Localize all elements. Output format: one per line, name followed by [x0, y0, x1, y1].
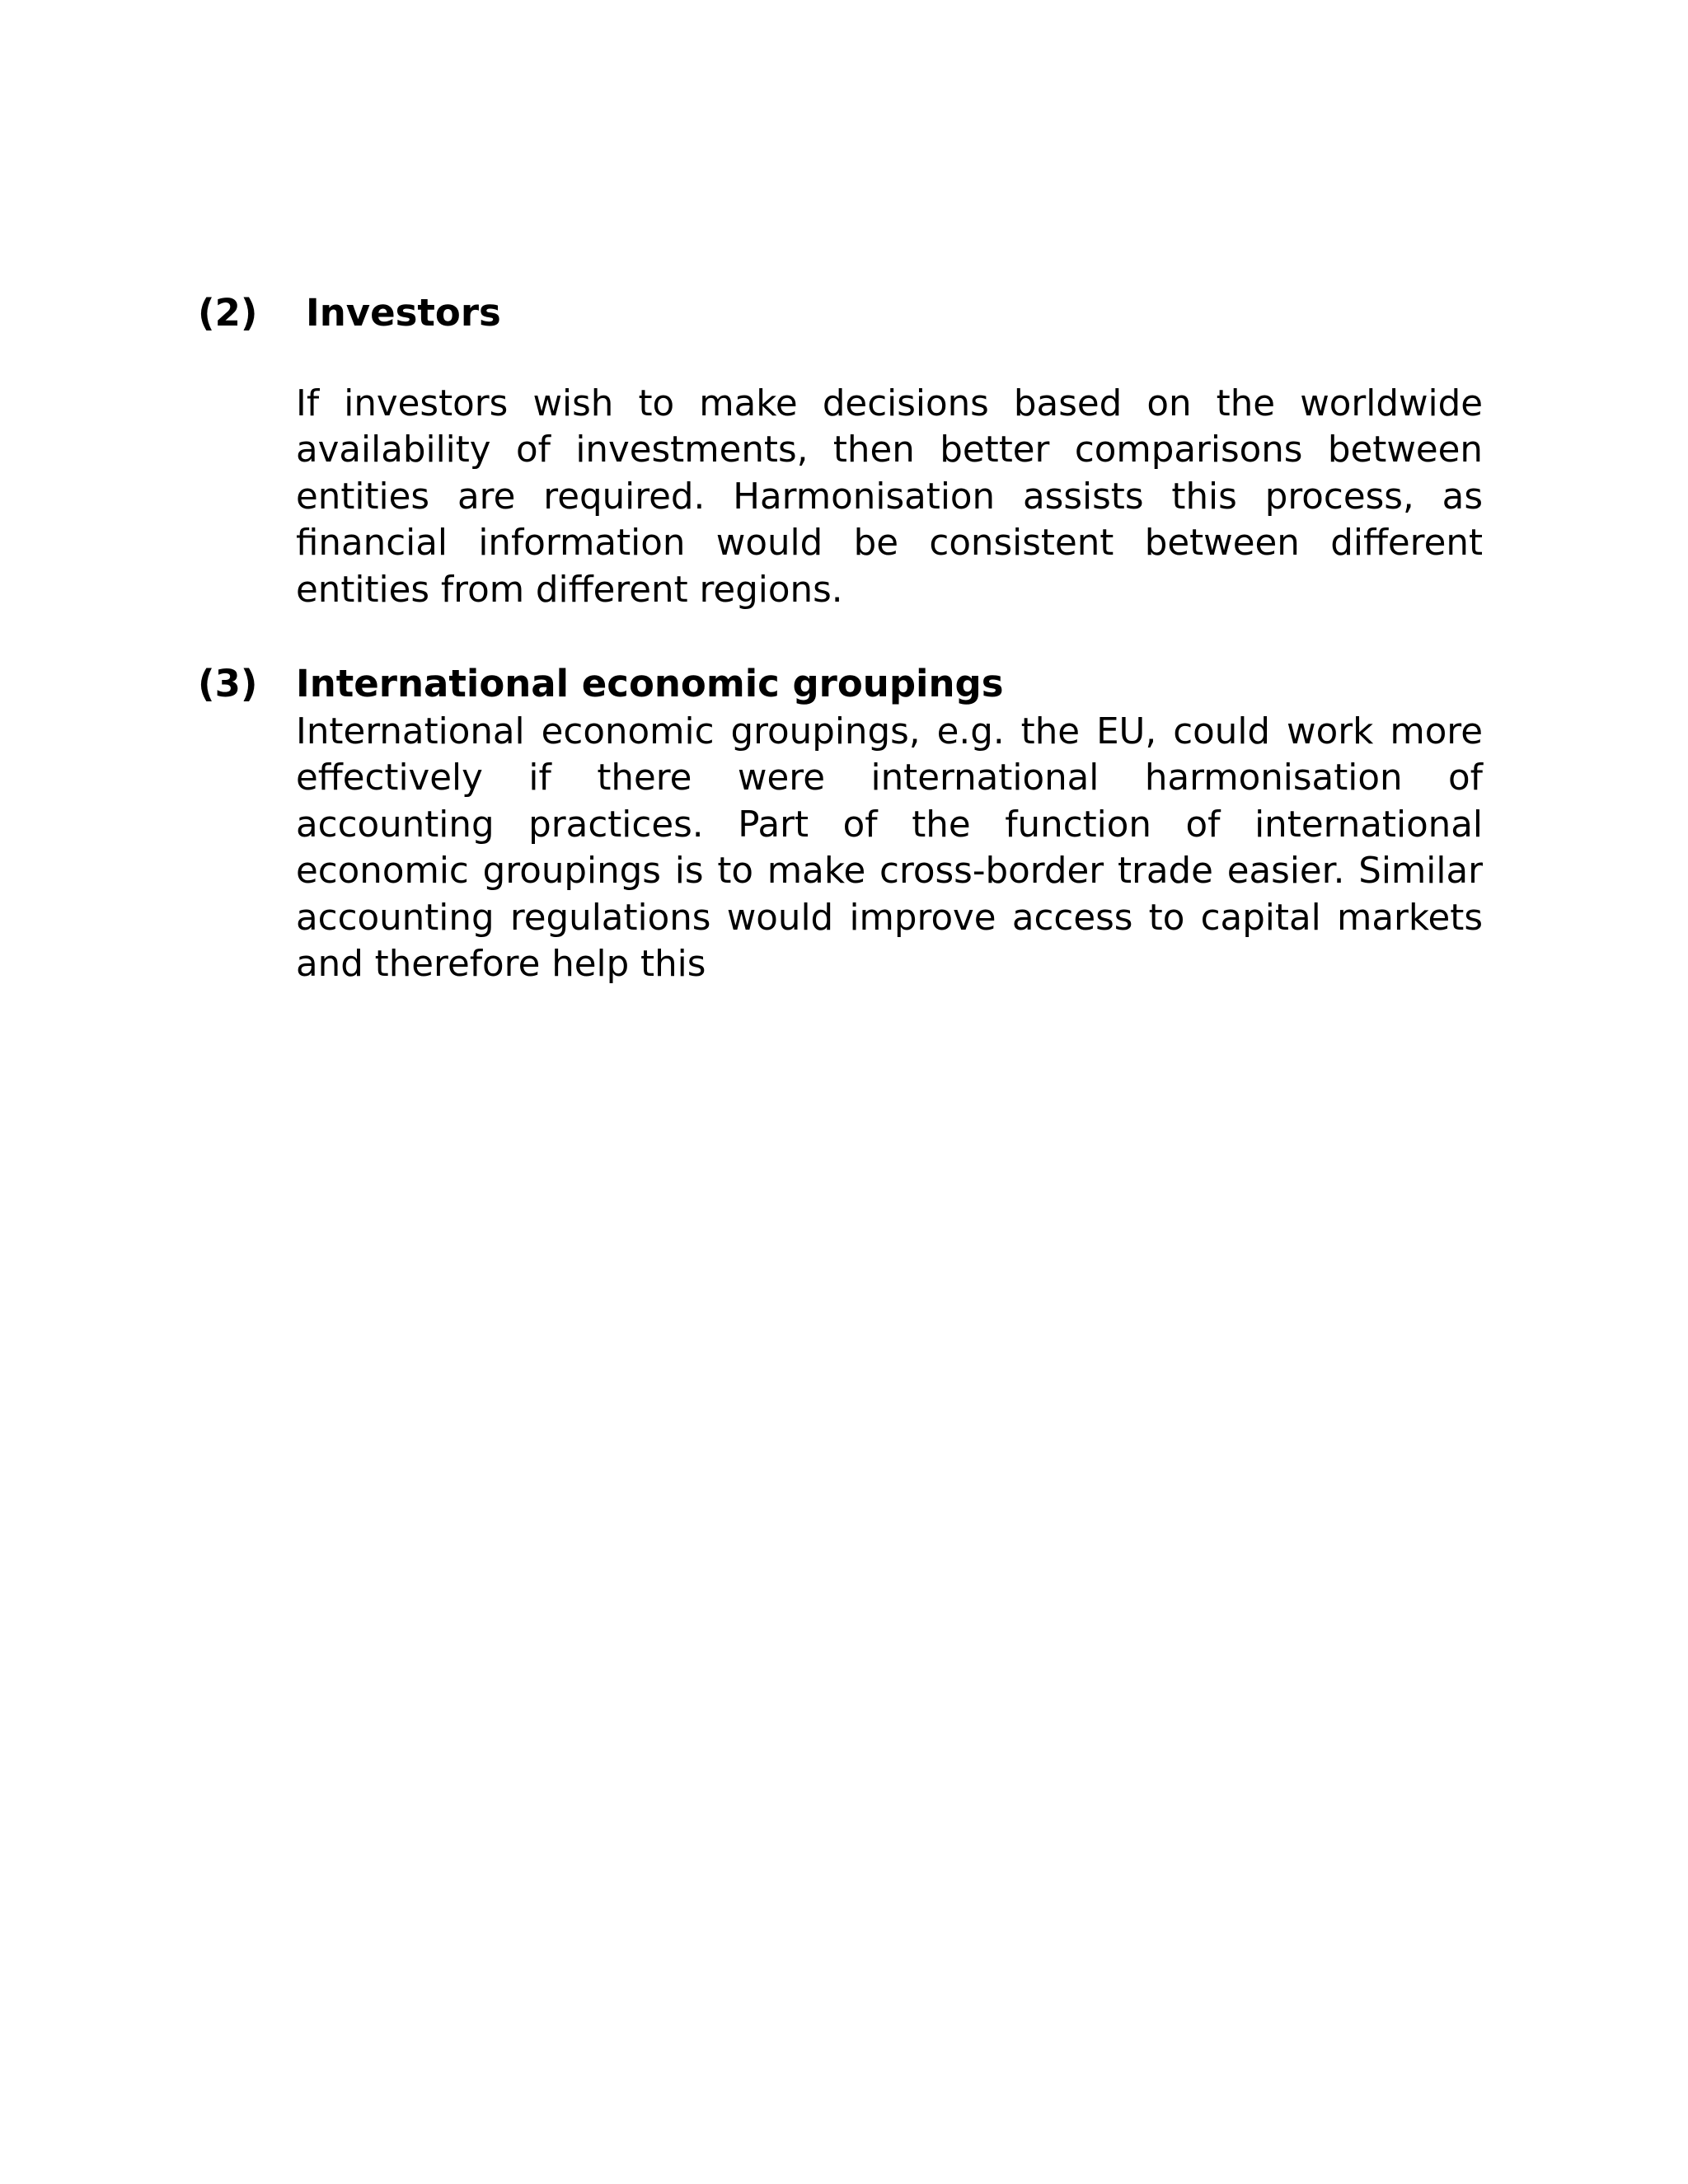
section-international-economic-groupings: [198, 659, 1484, 987]
section-investors: [198, 288, 1484, 613]
section-heading: [198, 288, 1484, 338]
section-heading: [198, 659, 1484, 709]
section-number: (2): [198, 291, 258, 335]
section-title: Investors: [306, 291, 501, 335]
section-title: International economic groupings: [296, 662, 1004, 705]
section-body: If investors wish to make decisions based on the worldwide availability of investments, then better comparisons between entities are required. Harmonisation assists this process, as financial information would be consistent between different entities from different regions.: [296, 383, 1483, 611]
section-number: (3): [198, 662, 258, 705]
section-body: International economic groupings, e.g. the EU, could work more effectively if there were international harmonisation of accounting practices. Part of the function of international economic groupings is to make cross-border trade easier. Similar accounting regulations would improve access to capital markets and therefore help this: [296, 711, 1483, 986]
